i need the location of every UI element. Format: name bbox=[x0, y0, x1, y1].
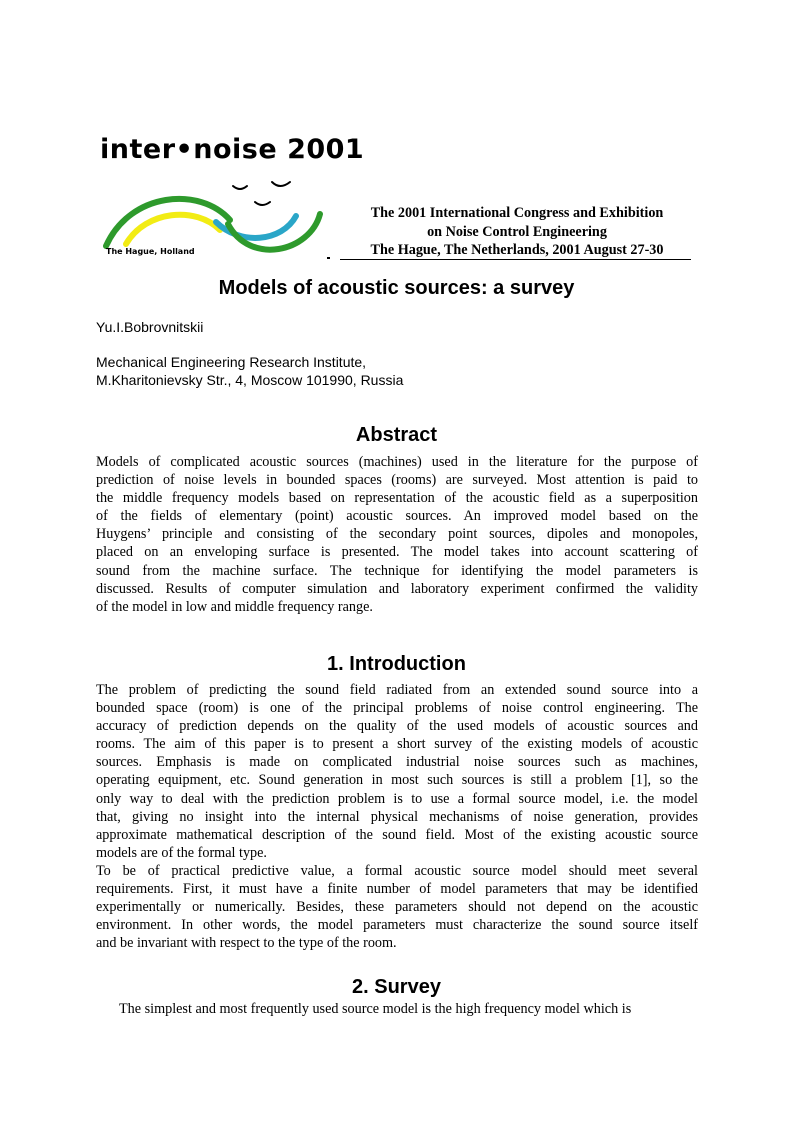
conference-info bbox=[342, 204, 692, 260]
header-rule bbox=[340, 259, 691, 260]
introduction-line: experimentally or numerically. Besides, these parameters should not depend on the acoustic bbox=[96, 899, 698, 916]
survey-heading: 2. Survey bbox=[352, 976, 441, 998]
header-mark bbox=[327, 257, 330, 259]
introduction-line: requirements. First, it must have a finite number of model parameters that may be identified bbox=[96, 881, 698, 898]
logo-waves-icon bbox=[100, 174, 332, 254]
introduction-heading: 1. Introduction bbox=[327, 653, 466, 675]
logo-yellow-arc bbox=[126, 215, 220, 244]
conference-line: on Noise Control Engineering bbox=[427, 223, 607, 240]
survey-line: The simplest and most frequently used source model is the high frequency model which is bbox=[119, 1001, 632, 1017]
conference-line: The Hague, The Netherlands, 2001 August 27-30 bbox=[370, 242, 664, 258]
abstract-line: of the model in low and middle frequency range. bbox=[96, 598, 373, 615]
abstract-line: placed on an enveloping surface is presented. The model takes into account scattering of bbox=[96, 544, 698, 561]
logo-smile-mark-1 bbox=[233, 186, 247, 189]
logo-smile-mark-2 bbox=[272, 182, 290, 186]
introduction-line: and be invariant with respect to the type of the room. bbox=[96, 935, 397, 952]
logo-smile-mark-3 bbox=[255, 202, 270, 205]
abstract-heading: Abstract bbox=[355, 424, 438, 446]
abstract-line: Models of complicated acoustic sources (machines) used in the literature for the purpose of bbox=[96, 454, 698, 470]
conference-logo bbox=[100, 134, 365, 260]
survey-body bbox=[96, 1000, 698, 1018]
introduction-line: only way to deal with the prediction problem is to use a formal source model, i.e. the model bbox=[96, 790, 698, 807]
introduction-line: environment. In other words, the model parameters must characterize the sound source itself bbox=[96, 917, 698, 934]
introduction-line: models are of the formal type. bbox=[96, 844, 267, 861]
abstract-body bbox=[96, 453, 698, 616]
abstract-line: the middle frequency models based on representation of the acoustic field as a superposition bbox=[96, 490, 698, 507]
abstract-line: prediction of noise levels in bounded spaces (rooms) are surveyed. Most attention is paid to bbox=[96, 472, 698, 489]
abstract-line: of the fields of elementary (point) acoustic sources. An improved model based on the bbox=[96, 508, 698, 525]
paper-title: Models of acoustic sources: a survey bbox=[218, 277, 575, 299]
introduction-line: accuracy of prediction depends on the quality of the used models of acoustic sources and bbox=[96, 718, 698, 735]
introduction-line: rooms. The aim of this paper is to present a short survey of the existing models of acoustic bbox=[96, 736, 698, 753]
abstract-line: sound from the machine surface. The technique for identifying the model parameters is bbox=[96, 562, 698, 579]
logo-place: The Hague, Holland bbox=[106, 247, 195, 256]
introduction-line: bounded space (room) is one of the principal problems of noise control engineering. The bbox=[96, 700, 698, 717]
introduction-line: operating equipment, etc. Sound generation in most such sources is still a problem [1], so the bbox=[96, 772, 698, 789]
affiliation-line: Mechanical Engineering Research Institute, bbox=[96, 354, 367, 370]
introduction-body bbox=[96, 681, 698, 952]
abstract-line: discussed. Results of computer simulation and laboratory experiment confirmed the validity bbox=[96, 580, 698, 597]
introduction-line: The problem of predicting the sound field radiated from an extended sound source into a bbox=[96, 682, 698, 698]
introduction-line: that, giving no insight into the internal physical mechanisms of noise generation, provides bbox=[96, 808, 698, 825]
introduction-line: approximate mathematical description of the sound field. Most of the existing acoustic source bbox=[96, 826, 698, 843]
affiliation-line: M.Kharitonievsky Str., 4, Moscow 101990, Russia bbox=[96, 372, 404, 388]
abstract-line: Huygens’ principle and consisting of the secondary point sources, dipoles and monopoles, bbox=[96, 526, 698, 543]
logo-title: inter•noise 2001 bbox=[100, 134, 365, 165]
author-name: Yu.I.Bobrovnitskii bbox=[96, 319, 204, 335]
introduction-line: To be of practical predictive value, a formal acoustic source model should meet several bbox=[96, 862, 698, 879]
conference-line: The 2001 International Congress and Exhibition bbox=[370, 205, 664, 221]
author-affiliation bbox=[96, 353, 403, 389]
introduction-line: sources. Emphasis is made on complicated industrial noise sources such as machines, bbox=[96, 754, 698, 771]
